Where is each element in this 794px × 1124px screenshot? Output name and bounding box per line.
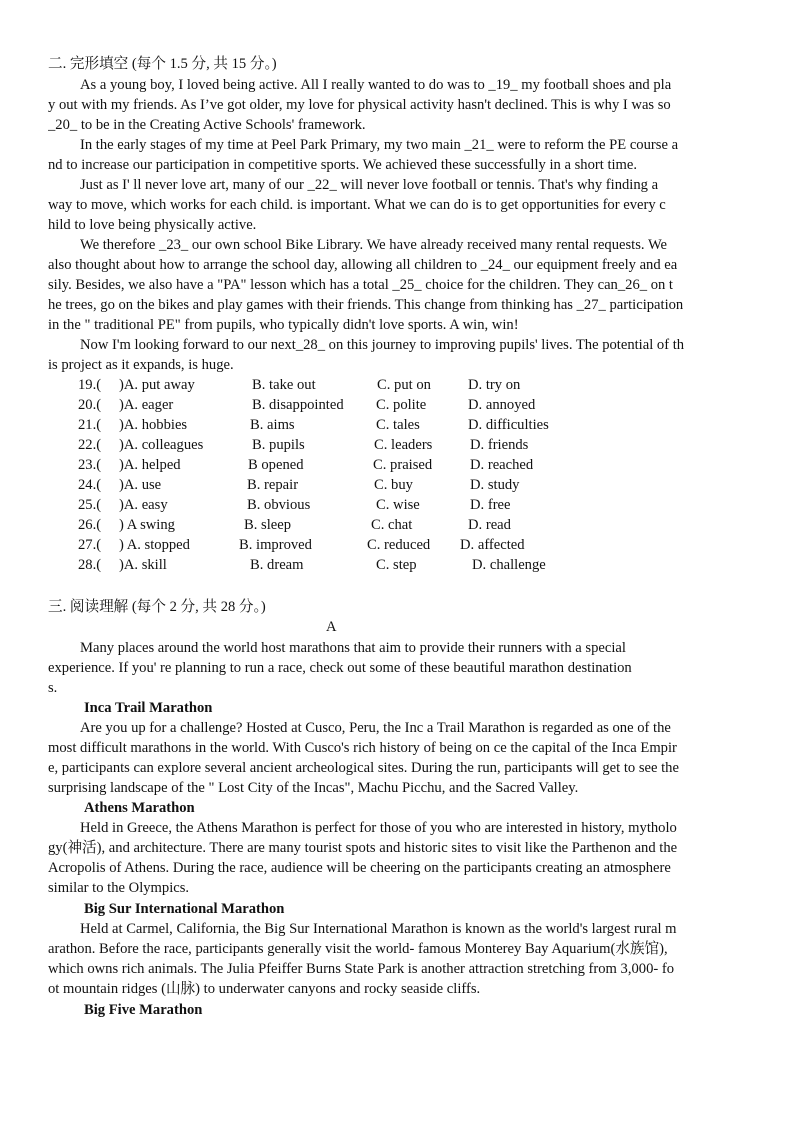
option-a: ) A. stopped (119, 537, 190, 553)
athens-line: Held in Greece, the Athens Marathon is perfect for those of you who are interested in history, mytholo (80, 820, 677, 836)
option-d: D. study (470, 477, 520, 493)
option-b: B opened (248, 457, 304, 473)
cloze-line: As a young boy, I loved being active. All I really wanted to do was to _19_ my football shoes and pla (80, 77, 672, 93)
athens-line: similar to the Olympics. (48, 880, 190, 896)
cloze-line: In the early stages of my time at Peel Park Primary, my two main _21_ were to reform the PE course a (80, 137, 679, 153)
inca-line: surprising landscape of the " Lost City of the Incas", Machu Picchu, and the Sacred Valley. (48, 780, 579, 796)
cloze-line: is project as it expands, is huge. (48, 357, 234, 373)
cloze-line: y out with my friends. As I’ve got older, my love for physical activity hasn't declined. This is why I was so (48, 97, 671, 113)
question-number: 23.( (78, 457, 102, 473)
question-number: 19.( (78, 377, 102, 393)
option-b: B. pupils (252, 437, 305, 453)
option-c: C. put on (377, 377, 431, 393)
inca-line: most difficult marathons in the world. With Cusco's rich history of being on ce the capital of the Inca Empir (48, 740, 677, 756)
question-number: 27.( (78, 537, 102, 553)
cloze-line: We therefore _23_ our own school Bike Library. We have already received many rental requests. We (80, 237, 668, 253)
question-number: 26.( (78, 517, 102, 533)
option-c: C. reduced (367, 537, 431, 553)
athens-line: Acropolis of Athens. During the race, audience will be cheering on the participants creating an atmosphere (48, 860, 671, 876)
option-d: D. reached (470, 457, 534, 473)
option-c: C. leaders (374, 437, 433, 453)
option-d: D. free (470, 497, 511, 513)
option-a: )A. eager (119, 397, 174, 413)
cloze-line: he trees, go on the bikes and play games with their friends. This change from thinking has _27_ participation (48, 297, 684, 313)
option-b: B. disappointed (252, 397, 344, 413)
option-c: C. chat (371, 517, 413, 533)
question-number: 22.( (78, 437, 102, 453)
question-number: 24.( (78, 477, 102, 493)
option-a: )A. helped (119, 457, 181, 473)
intro-line: s. (48, 680, 58, 696)
option-b: B. repair (247, 477, 299, 493)
athens-line: gy(神活), and architecture. There are many tourist spots and historic sites to visit like the Parthenon and the (48, 840, 678, 856)
cloze-heading: 二. 完形填空 (每个 1.5 分, 共 15 分。) (48, 56, 277, 72)
option-c: C. polite (376, 397, 427, 413)
option-a: )A. easy (119, 497, 168, 513)
option-d: D. annoyed (468, 397, 536, 413)
option-b: B. improved (239, 537, 312, 553)
inca-line: e, participants can explore several ancient archeological sites. During the run, participants will get to see the (48, 760, 679, 776)
option-a: ) A swing (119, 517, 175, 533)
question-number: 20.( (78, 397, 102, 413)
option-b: B. aims (250, 417, 295, 433)
option-c: C. wise (376, 497, 420, 513)
cloze-line: sily. Besides, we also have a "PA" lesson which has a total _25_ choice for the children. They can_26_ on t (48, 277, 673, 293)
cloze-line: also thought about how to arrange the school day, allowing all children to _24_ our equipment freely and ea (48, 257, 678, 273)
bigsur-line: arathon. Before the race, participants generally visit the world- famous Monterey Bay Aquarium(水族馆), (48, 941, 668, 957)
option-d: D. challenge (472, 557, 546, 573)
cloze-line: nd to increase our participation in competitive sports. We achieved these successfully in a short time. (48, 157, 638, 173)
bigsur-line: Held at Carmel, California, the Big Sur International Marathon is known as the world's largest rural m (80, 921, 677, 937)
option-c: C. tales (376, 417, 420, 433)
option-d: D. difficulties (468, 417, 549, 433)
option-d: D. friends (470, 437, 529, 453)
intro-line: experience. If you' re planning to run a race, check out some of these beautiful marathon destination (48, 660, 632, 676)
option-d: D. read (468, 517, 511, 533)
inca-line: Are you up for a challenge? Hosted at Cusco, Peru, the Inc a Trail Marathon is regarded as one of the (80, 720, 671, 736)
intro-line: Many places around the world host marathons that aim to provide their runners with a special (80, 640, 626, 656)
option-c: C. step (376, 557, 417, 573)
question-number: 25.( (78, 497, 102, 513)
cloze-line: in the " traditional PE" from pupils, who typically didn't love sports. A win, win! (48, 317, 519, 333)
option-b: B. dream (250, 557, 304, 573)
option-a: )A. put away (119, 377, 195, 393)
option-d: D. affected (460, 537, 525, 553)
option-a: )A. colleagues (119, 437, 204, 453)
cloze-line: _20_ to be in the Creating Active Schools' framework. (48, 117, 366, 133)
option-a: )A. use (119, 477, 162, 493)
option-b: B. sleep (244, 517, 292, 533)
athens-title: Athens Marathon (84, 800, 195, 816)
cloze-line: Now I'm looking forward to our next_28_ on this journey to improving pupils' lives. The potential of th (80, 337, 685, 353)
option-a: )A. skill (119, 557, 167, 573)
bigsur-line: ot mountain ridges (山脉) to underwater canyons and rocky seaside cliffs. (48, 981, 481, 997)
question-number: 21.( (78, 417, 102, 433)
option-a: )A. hobbies (119, 417, 188, 433)
option-b: B. obvious (247, 497, 311, 513)
bigsur-line: which owns rich animals. The Julia Pfeiffer Burns State Park is another attraction stretching from 3,000- fo (48, 961, 675, 977)
inca-title: Inca Trail Marathon (84, 700, 213, 716)
option-c: C. praised (373, 457, 433, 473)
bigsur-title: Big Sur International Marathon (84, 901, 285, 917)
bigfive-title: Big Five Marathon (84, 1002, 203, 1018)
cloze-line: hild to love being physically active. (48, 217, 257, 233)
option-c: C. buy (374, 477, 413, 493)
option-d: D. try on (468, 377, 521, 393)
cloze-line: way to move, which works for each child. is important. What we can do is to get opportunities for every c (48, 197, 666, 213)
section-label: A (326, 619, 337, 635)
question-number: 28.( (78, 557, 102, 573)
cloze-line: Just as I' ll never love art, many of our _22_ will never love football or tennis. That's why finding a (80, 177, 659, 193)
reading-heading: 三. 阅读理解 (每个 2 分, 共 28 分。) (48, 599, 266, 615)
option-b: B. take out (252, 377, 316, 393)
